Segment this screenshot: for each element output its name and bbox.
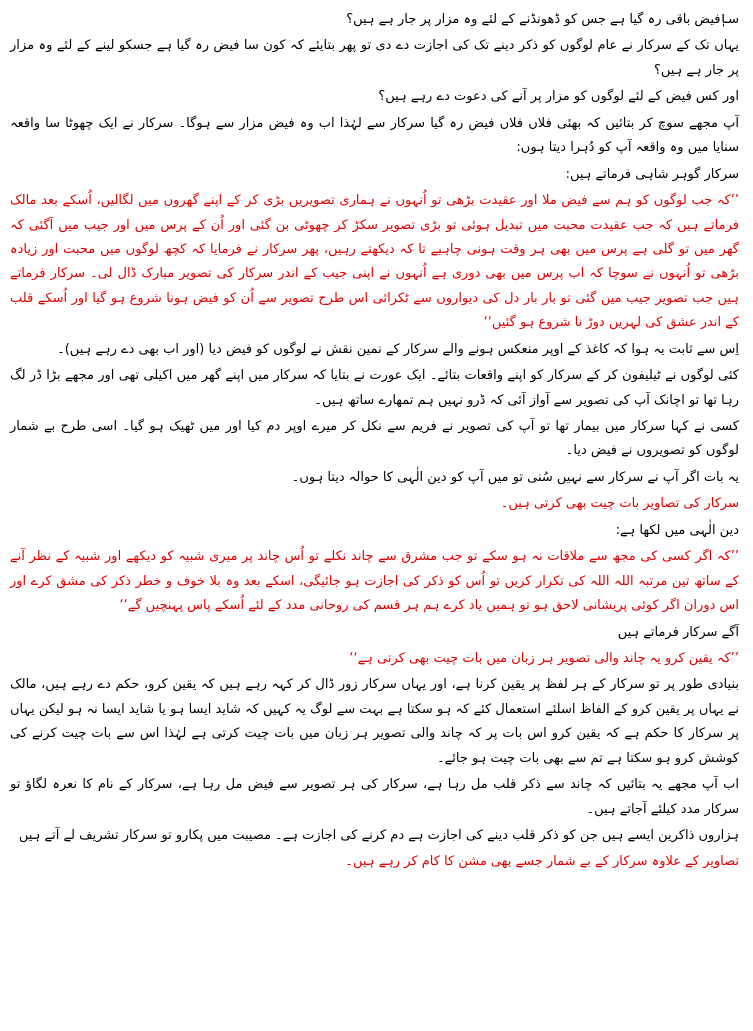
paragraph: بنیادی طور پر تو سرکار کے ہر لفظ پر یقین کرنا ہے، اور یہاں سرکار زور ڈال کر کہہ رہے ہیں کہ یقین کرو، حکم دے رہے ہیں، مالک نے یہاں پر یقین کرو کے الفاظ اسلئے استعمال کئے کہ ہو سکتا ہے بہت سے لوگ یہ کہیں کہ شاید ایسا ہو یا شاید ایسا نہ ہو لیکن یہاں پر سرکار کا حکم ہے کہ یقین کرو اس بات پر کہ چاند والی تصویر ہر زبان میں بات چیت کرتی ہے لہٰذا اس سے بات چیت کرنے کی کوشش کرو ہو سکتا ہے تم سے بھی بات چیت ہو جائے۔ [10,677,739,766]
paragraph: آپ مجھے سوچ کر بتائیں کہ بھئی فلاں فلاں فیض رہ گیا سرکار سے لہٰذا اب وہ فیض مزار سے ہوگا۔ سرکار نے ایک چھوٹا سا واقعہ سنایا میں وہ واقعہ آپ کو دُہرا دیتا ہوں: [10,115,739,156]
paragraph: ہزاروں ذاکرین ایسے ہیں جن کو ذکر قلب دینے کی اجازت ہے دم کرنے کی اجازت ہے۔ مصیبت میں پکارو تو سرکار تشریف لے آتے ہیں [18,828,739,843]
quote-paragraph: ’’کہ یقین کرو یہ چاند والی تصویر ہر زبان میں بات چیت بھی کرتی ہے‘‘ [349,650,739,666]
paragraph: یہاں تک کے سرکار نے عام لوگوں کو ذکر دینے تک کی اجازت دے دی تو پھر بتایئے کہ کون سا فیض رہ گیا ہے جسکو لینے کے لئے وہ مزار پر جار ہے ہیں؟ [10,38,739,78]
paragraph: اِس سے ثابت یہ ہوا کہ کاغذ کے اوپر منعکس ہونے والے سرکار کے نمین نقش نے لوگوں کو فیض دیا (اور اب بھی دے رہے ہیں)۔ [57,341,739,357]
quote-paragraph: ’’کہ جب لوگوں کو ہم سے فیض ملا اور عقیدت بڑھی تو اُنہوں نے ہماری تصویریں بڑی کر کے اپنے گھروں میں لگالیں، اُسکے بعد مالک فرماتے ہیں کہ جب عقیدت محبت میں تبدیل ہوئی تو بڑی تصویر سکڑ کر چھوٹی بن گئی اور اُن کے پرس میں اور جیب میں آگئی کہ گھر میں تو گلی ہے پرس میں بھی ہر وقت ہونی چاہیے تا کہ دیکھتے رہیں، پھر سرکار نے فرمایا کہ کچھ لوگوں میں محبت اور زیادہ بڑھی تو اُنہوں نے سوچا کہ اب پرس میں بھی دوری ہے اُنہوں نے اپنی جیب کے اندر سرکار کی تصویر مبارک ڈال لی۔ سرکار فرماتے ہیں جب تصویر جیب میں گئی تو بار بار دل کی دیواروں سے ٹکرائی اس طرح تصویر سے اُن کو فیض ہونا شروع ہو گیا اور اُسکے قلب کے اندر عشق کی لہریں دوڑ نا شروع ہو گئیں‘‘ [10,193,739,331]
paragraph: آگے سرکار فرماتے ہیں [617,624,739,640]
paragraph: سرکار گوہر شاہی فرماتے ہیں: [565,166,739,182]
paragraph: یہ بات اگر آپ نے سرکار سے نہیں سُنی تو میں آپ کو دین الٰہی کا حوالہ دیتا ہوں۔ [291,469,739,485]
section-heading: سرکار کی تصاویر بات چیت بھی کرتی ہیں۔ [500,496,739,512]
paragraph: کئی لوگوں نے ٹیلیفون کر کے سرکار کو اپنے واقعات بتائے۔ ایک عورت نے بتایا کہ سرکار میں اپنے گھر میں اکیلی تھی اور مجھے بڑا ڈر لگ رہا تھا تو اچانک آپ کی تصویر سے آواز آئی کہ ڈرو نہیں ہم تمھارے ساتھ ہیں۔ [10,368,739,408]
quote-paragraph: ’’کہ اگر کسی کی مجھ سے ملاقات نہ ہو سکے تو جب مشرق سے چاند نکلے تو اُس چاند پر میری شبیہ کو دیکھے اور شبیہ کے نظر آنے کے ساتھ تین مرتبہ اللہ اللہ کی تکرار کریں تو اُس کو ذکر کی اجازت ہو جائیگی، اسکے بعد وہ بلا خوف و خطر ذکر کی مشق کرے اور اس دوران اگر کوئی پریشانی لاحق ہو تو ہمیں یاد کرے ہم ہر قسم کی روحانی مدد کے لئے اُسکے پاس پہنچیں گے‘‘ [10,549,739,614]
paragraph: دین الٰہی میں لکھا ہے: [615,522,739,538]
paragraph: ساٖفیض باقی رہ گیا ہے جس کو ڈھونڈنے کے لئے وہ مزار پر جار ہے ہیں؟ [346,12,739,27]
section-heading: تصاویر کے علاوہ سرکار کے بے شمار جسے بھی مشن کا کام کر رہے ہیں۔ [345,854,739,870]
paragraph: کسی نے کہا سرکار میں بیمار تھا تو آپ کی تصویر نے فریم سے نکل کر میرے اوپر دم کیا اور میں ٹھیک ہو گیا۔ اسی طرح بے شمار لوگوں کو تصویروں نے فیض دیا۔ [10,419,739,459]
paragraph: اور کس فیض کے لئے لوگوں کو مزار پر آنے کی دعوت دے رہے ہیں؟ [378,89,739,105]
paragraph: اب آپ مجھے یہ بتائیں کہ چاند سے ذکر قلب مل رہا ہے، سرکار کی ہر تصویر سے فیض مل رہا ہے، سرکار کے نام کا نعرہ لگاؤ تو سرکار مدد کیلئے آجاتے ہیں۔ [10,777,739,817]
